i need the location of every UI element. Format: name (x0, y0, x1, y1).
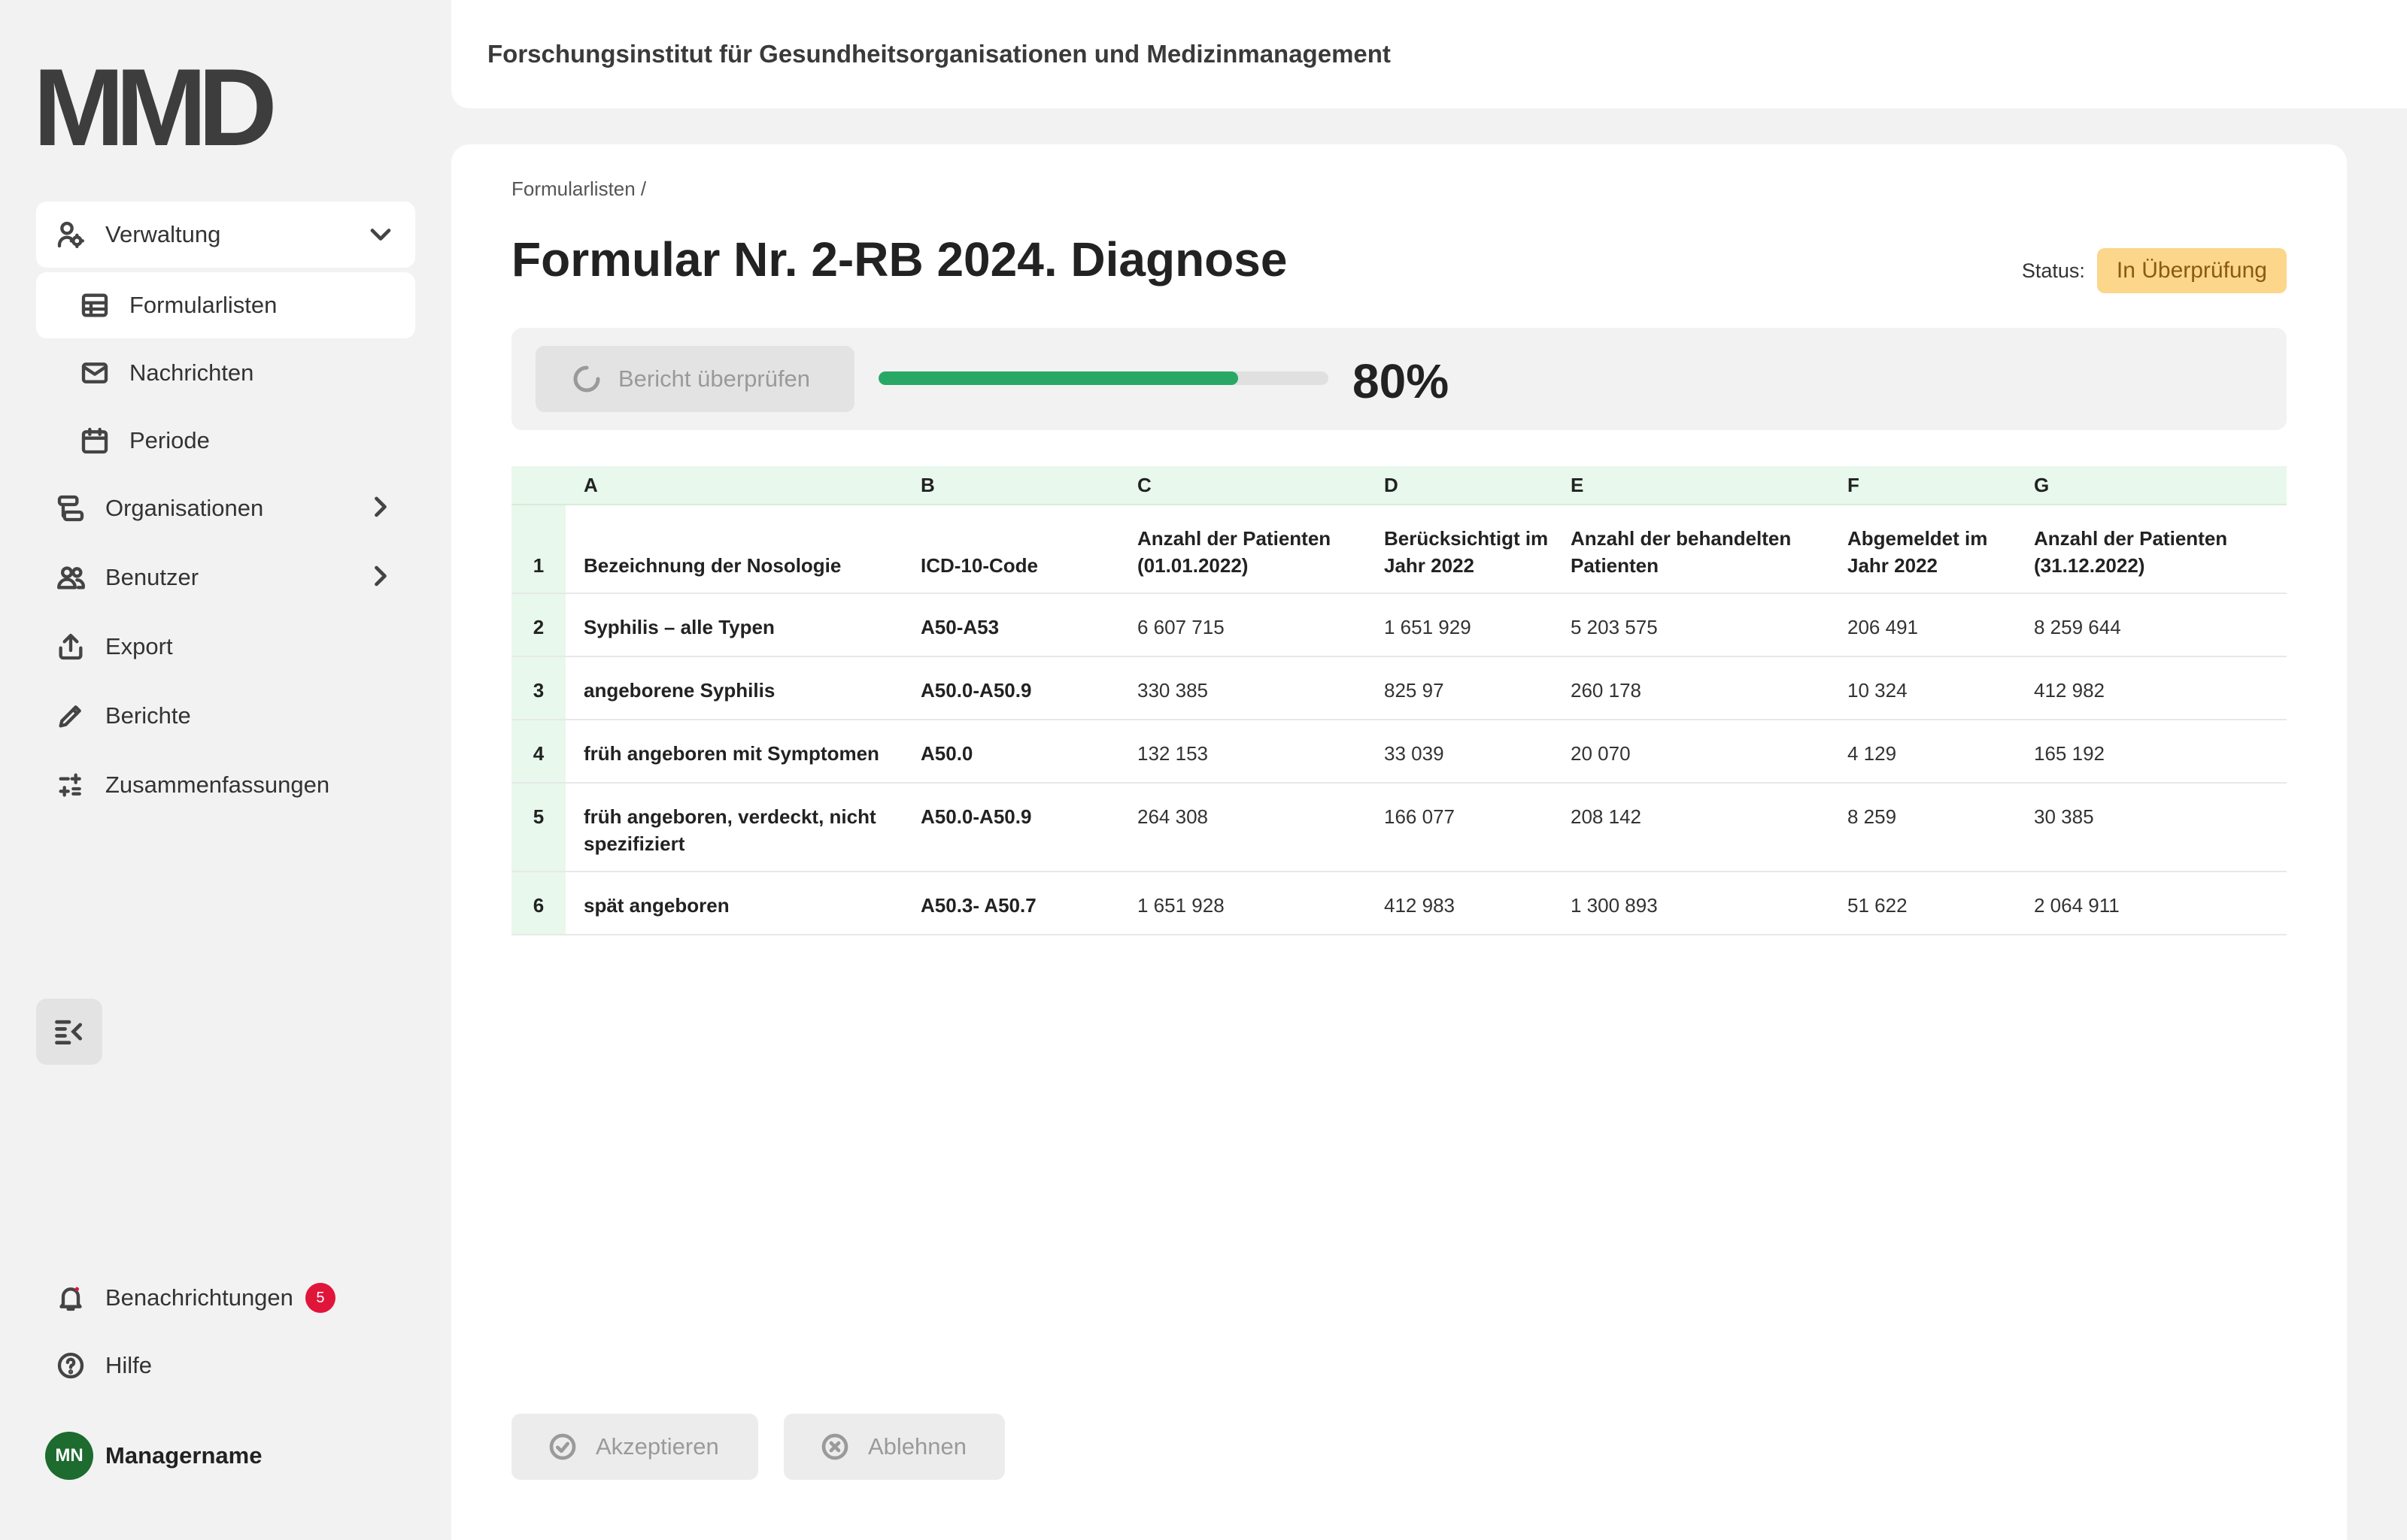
organization-title: Forschungsinstitut für Gesundheitsorganisationen und Medizinmanagement (487, 40, 1391, 68)
pencil-icon (54, 699, 87, 732)
table-cell[interactable]: 8 259 644 (2034, 616, 2121, 638)
table-cell[interactable]: A50.3- A50.7 (921, 894, 1037, 917)
page-title: Formular Nr. 2-RB 2024. Diagnose (511, 232, 1288, 286)
corner-cell (511, 466, 566, 504)
sidebar-item-label: Benachrichtungen (105, 1284, 293, 1311)
sidebar-item-organisationen[interactable] (36, 474, 415, 543)
column-letter: F (1847, 473, 1859, 496)
table-cell[interactable]: 30 385 (2034, 805, 2094, 828)
table-cell[interactable]: 4 129 (1847, 742, 1897, 765)
table-cell[interactable]: 330 385 (1137, 679, 1208, 702)
table-cell[interactable]: 33 039 (1384, 742, 1444, 765)
column-header: Berücksichtigt im Jahr 2022 (1384, 527, 1549, 577)
table-cell[interactable]: 20 070 (1571, 742, 1631, 765)
organization-icon (54, 492, 87, 525)
sidebar-item-label: Berichte (105, 702, 191, 729)
table-cell[interactable]: 165 192 (2034, 742, 2105, 765)
sidebar-item-label: Formularlisten (129, 292, 278, 318)
sidebar-item-nachrichten[interactable] (36, 340, 415, 406)
column-header: Anzahl der Patienten (01.01.2022) (1137, 527, 1331, 577)
column-letter: E (1571, 473, 1584, 496)
column-header: Bezeichnung der Nosologie (584, 554, 842, 577)
table-row[interactable] (511, 594, 2287, 657)
help-icon (54, 1349, 87, 1382)
table-cell[interactable]: 132 153 (1137, 742, 1208, 765)
sidebar-item-berichte[interactable] (36, 681, 415, 750)
table-cell[interactable]: früh angeboren mit Symptomen (584, 742, 879, 765)
table-cell[interactable]: A50-A53 (921, 616, 1000, 638)
spinner-icon (572, 364, 602, 394)
table-cell[interactable]: A50.0-A50.9 (921, 805, 1032, 828)
table-cell[interactable]: 825 97 (1384, 679, 1444, 702)
progress-bar (879, 371, 1328, 385)
table-cell[interactable]: 206 491 (1847, 616, 1918, 638)
table-icon (78, 289, 111, 322)
row-number: 6 (511, 872, 566, 934)
table-cell[interactable]: 412 983 (1384, 894, 1455, 917)
accept-button[interactable] (511, 1414, 758, 1480)
column-header: ICD-10-Code (921, 554, 1039, 577)
column-letter: D (1384, 473, 1398, 496)
reject-label: Ablehnen (868, 1433, 967, 1460)
table-cell[interactable]: 8 259 (1847, 805, 1897, 828)
sidebar-bottom (36, 1263, 415, 1399)
table-cell[interactable]: 51 622 (1847, 894, 1908, 917)
table-cell[interactable]: 260 178 (1571, 679, 1641, 702)
table-row[interactable] (511, 720, 2287, 784)
chevron-down-icon[interactable] (364, 218, 397, 251)
breadcrumb[interactable]: Formularlisten / (511, 177, 647, 200)
column-letter: A (584, 473, 598, 496)
table-cell[interactable]: 412 982 (2034, 679, 2105, 702)
bell-icon (54, 1281, 87, 1314)
chevron-right-icon[interactable] (364, 490, 397, 523)
table-cell[interactable]: 264 308 (1137, 805, 1208, 828)
table-cell[interactable]: 5 203 575 (1571, 616, 1658, 638)
row-number: 4 (511, 720, 566, 782)
sidebar-item-label: Hilfe (105, 1352, 153, 1378)
chevron-right-icon[interactable] (364, 559, 397, 593)
sidebar (0, 0, 451, 1540)
user-gear-icon (54, 218, 87, 251)
progress-percent: 80% (1352, 354, 1449, 408)
envelope-icon (78, 356, 111, 390)
table-cell[interactable]: 10 324 (1847, 679, 1908, 702)
status (2022, 248, 2287, 293)
sidebar-nav (36, 202, 415, 820)
table-cell[interactable]: A50.0-A50.9 (921, 679, 1032, 702)
row-number: 1 (511, 505, 566, 593)
sidebar-item-label: Nachrichten (129, 359, 254, 386)
table-cell[interactable]: spät angeboren (584, 894, 730, 917)
check-circle-icon (548, 1432, 578, 1462)
sidebar-item-export[interactable] (36, 612, 415, 681)
row-number: 5 (511, 784, 566, 871)
column-header: Abgemeldet im Jahr 2022 (1847, 527, 1988, 577)
column-letter: B (921, 473, 935, 496)
user-name: Managername (105, 1442, 263, 1469)
column-letter: C (1137, 473, 1152, 496)
sidebar-item-periode[interactable] (36, 408, 415, 474)
table-cell[interactable]: 2 064 911 (2034, 894, 2120, 917)
check-report-label: Bericht überprüfen (618, 365, 811, 392)
notification-count-badge: 5 (305, 1283, 335, 1313)
column-header: Anzahl der behandelten Patienten (1571, 527, 1792, 577)
sidebar-item-label: Verwaltung (105, 221, 221, 247)
calculator-icon (54, 768, 87, 802)
upload-icon (54, 630, 87, 663)
check-report-button[interactable] (536, 346, 854, 412)
accept-label: Akzeptieren (596, 1433, 719, 1460)
table-cell[interactable]: angeborene Syphilis (584, 679, 776, 702)
sidebar-item-label: Benutzer (105, 564, 199, 590)
row-number: 3 (511, 657, 566, 719)
collapse-icon (53, 1015, 86, 1048)
table-cell[interactable]: Syphilis – alle Typen (584, 616, 775, 638)
sidebar-item-hilfe[interactable] (36, 1332, 415, 1399)
table-header-row (511, 505, 2287, 594)
sidebar-item-formularlisten[interactable] (36, 272, 415, 338)
column-letter: G (2034, 473, 2050, 496)
sidebar-item-label: Organisationen (105, 495, 264, 521)
sidebar-item-label: Export (105, 633, 173, 659)
row-number: 2 (511, 594, 566, 656)
progress-panel (511, 328, 2287, 430)
sidebar-item-benutzer[interactable] (36, 543, 415, 612)
table-cell[interactable]: früh angeboren, verdeckt, nicht spezifiziert (584, 805, 876, 855)
table-cell[interactable]: 6 607 715 (1137, 616, 1225, 638)
calendar-icon (78, 424, 111, 457)
sidebar-item-label: Zusammenfassungen (105, 772, 330, 798)
collapse-sidebar-button[interactable] (36, 999, 102, 1065)
top-bar (451, 0, 2407, 108)
avatar: MN (45, 1432, 93, 1480)
progress-fill (879, 371, 1238, 385)
table-cell[interactable]: 1 300 893 (1571, 894, 1658, 917)
table-cell[interactable]: 166 077 (1384, 805, 1455, 828)
table-row[interactable] (511, 657, 2287, 720)
content-card (451, 144, 2347, 1540)
table-row[interactable] (511, 784, 2287, 872)
table-cell[interactable]: A50.0 (921, 742, 973, 765)
app-logo[interactable]: MMD (33, 46, 269, 168)
form-table (511, 466, 2287, 935)
reject-button[interactable] (784, 1414, 1005, 1480)
users-icon (54, 561, 87, 594)
column-letter-row (511, 466, 2287, 505)
user-profile[interactable] (45, 1432, 262, 1480)
table-cell[interactable]: 208 142 (1571, 805, 1641, 828)
x-circle-icon (820, 1432, 850, 1462)
status-label: Status: (2021, 259, 2085, 282)
sidebar-item-label: Periode (129, 427, 210, 453)
table-cell[interactable]: 1 651 928 (1137, 894, 1225, 917)
column-header: Anzahl der Patienten (31.12.2022) (2034, 527, 2228, 577)
status-badge: In Überprüfung (2097, 248, 2287, 293)
sidebar-item-benachrichtungen[interactable] (36, 1263, 415, 1332)
table-row[interactable] (511, 872, 2287, 935)
sidebar-item-zusammenfassungen[interactable] (36, 750, 415, 820)
table-cell[interactable]: 1 651 929 (1384, 616, 1471, 638)
sidebar-item-verwaltung[interactable] (36, 202, 415, 268)
